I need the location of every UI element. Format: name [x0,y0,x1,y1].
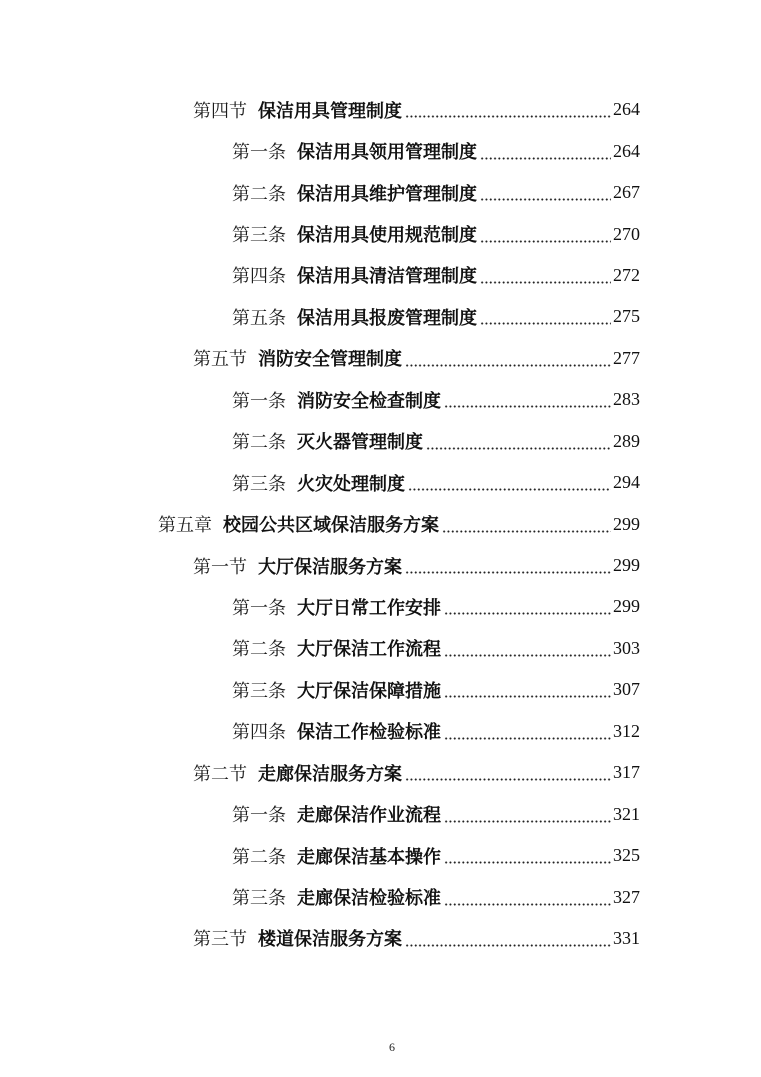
toc-entry-title: 保洁工作检验标准 [297,722,441,744]
toc-entry-title: 保洁用具报废管理制度 [297,307,477,329]
toc-entry-title: 走廊保洁作业流程 [297,805,441,827]
toc-entry-title: 楼道保洁服务方案 [258,929,402,951]
toc-entry-title: 校园公共区域保洁服务方案 [223,515,439,537]
toc-entry-page-number: 317 [613,762,640,783]
dot-leader [444,903,611,906]
toc-entry-page-number: 299 [613,513,640,534]
toc-entry-label: 第三条 [232,888,286,909]
toc-entry-label: 第三条 [232,680,286,701]
toc-entry-article [232,255,640,296]
toc-entry-page-number: 267 [613,182,640,203]
dot-leader [426,447,611,450]
toc-entry-article [232,172,640,213]
toc-entry-title: 走廊保洁检验标准 [297,888,441,910]
toc-entry-section [193,918,640,959]
toc-entry-page-number: 283 [613,389,640,410]
dot-leader [480,198,611,201]
dot-leader [444,820,611,823]
toc-entry-article [232,586,640,627]
toc-entry-page-number: 277 [613,347,640,368]
toc-entry-title: 保洁用具清洁管理制度 [297,266,477,288]
toc-entry-article [232,628,640,669]
toc-entry-page-number: 299 [613,555,640,576]
toc-entry-title: 保洁用具管理制度 [258,100,402,122]
dot-leader [405,364,611,367]
toc-entry-title: 大厅保洁保障措施 [297,680,441,702]
toc-entry-title: 大厅保洁工作流程 [297,639,441,661]
toc-entry-page-number: 264 [613,99,640,120]
toc-entry-label: 第一条 [232,390,286,411]
dot-leader [444,405,611,408]
toc-entry-label: 第五节 [193,349,247,370]
toc-entry-article [232,296,640,337]
toc-entry-page-number: 275 [613,306,640,327]
toc-entry-section [193,752,640,793]
toc-entry-chapter [158,503,640,544]
toc-entry-page-number: 312 [613,720,640,741]
toc-entry-page-number: 299 [613,596,640,617]
dot-leader [480,322,611,325]
toc-entry-label: 第二条 [232,639,286,660]
dot-leader [444,861,611,864]
dot-leader [444,737,611,740]
toc-entry-page-number: 331 [613,927,640,948]
page-number: 6 [389,1040,395,1054]
toc-entry-label: 第二条 [232,846,286,867]
toc-entry-article [232,711,640,752]
toc-entry-label: 第二节 [193,763,247,784]
toc-entry-title: 保洁用具使用规范制度 [297,225,477,247]
dot-leader [405,115,611,118]
toc-entry-article [232,379,640,420]
toc-entry-label: 第四条 [232,722,286,743]
toc-entry-article [232,213,640,254]
toc-entry-label: 第四节 [193,100,247,121]
toc-entry-page-number: 303 [613,637,640,658]
dot-leader [444,695,611,698]
toc-entry-label: 第二条 [232,432,286,453]
toc-entry-article [232,421,640,462]
toc-entry-title: 消防安全管理制度 [258,349,402,371]
toc-entry-label: 第三条 [232,225,286,246]
toc-entry-label: 第一节 [193,556,247,577]
toc-entry-label: 第三条 [232,473,286,494]
toc-entry-page-number: 325 [613,845,640,866]
toc-entry-label: 第一条 [232,142,286,163]
toc-entry-page-number: 321 [613,803,640,824]
dot-leader [444,654,611,657]
toc-entry-page-number: 289 [613,430,640,451]
toc-entry-label: 第二条 [232,183,286,204]
toc-entry-page-number: 294 [613,472,640,493]
dot-leader [408,488,611,491]
toc-entry-title: 保洁用具维护管理制度 [297,183,477,205]
toc-entry-title: 走廊保洁服务方案 [258,763,402,785]
toc-entry-label: 第五条 [232,307,286,328]
toc-entry-article [232,669,640,710]
toc-entry-section [193,545,640,586]
toc-entry-page-number: 272 [613,264,640,285]
toc-entry-section [193,338,640,379]
toc-entry-label: 第三节 [193,929,247,950]
toc-entry-article [232,835,640,876]
toc-entry-label: 第四条 [232,266,286,287]
dot-leader [405,571,611,574]
dot-leader [480,157,611,160]
toc-entry-title: 走廊保洁基本操作 [297,846,441,868]
toc-entry-article [232,130,640,171]
toc-entry-article [232,462,640,503]
toc-entry-label: 第一条 [232,805,286,826]
toc-entry-page-number: 307 [613,679,640,700]
toc-entry-title: 保洁用具领用管理制度 [297,142,477,164]
toc-entry-article [232,876,640,917]
dot-leader [442,530,611,533]
table-of-contents [0,89,761,959]
toc-entry-section [193,89,640,130]
toc-entry-title: 消防安全检查制度 [297,390,441,412]
toc-entry-article [232,793,640,834]
toc-entry-title: 大厅保洁服务方案 [258,556,402,578]
dot-leader [480,240,611,243]
dot-leader [444,612,611,615]
dot-leader [480,281,611,284]
toc-entry-page-number: 270 [613,223,640,244]
toc-entry-title: 大厅日常工作安排 [297,597,441,619]
toc-entry-page-number: 327 [613,886,640,907]
toc-entry-label: 第五章 [158,515,212,536]
toc-entry-label: 第一条 [232,597,286,618]
dot-leader [405,778,611,781]
toc-entry-title: 灭火器管理制度 [297,432,423,454]
toc-entry-page-number: 264 [613,140,640,161]
toc-entry-title: 火灾处理制度 [297,473,405,495]
dot-leader [405,944,611,947]
